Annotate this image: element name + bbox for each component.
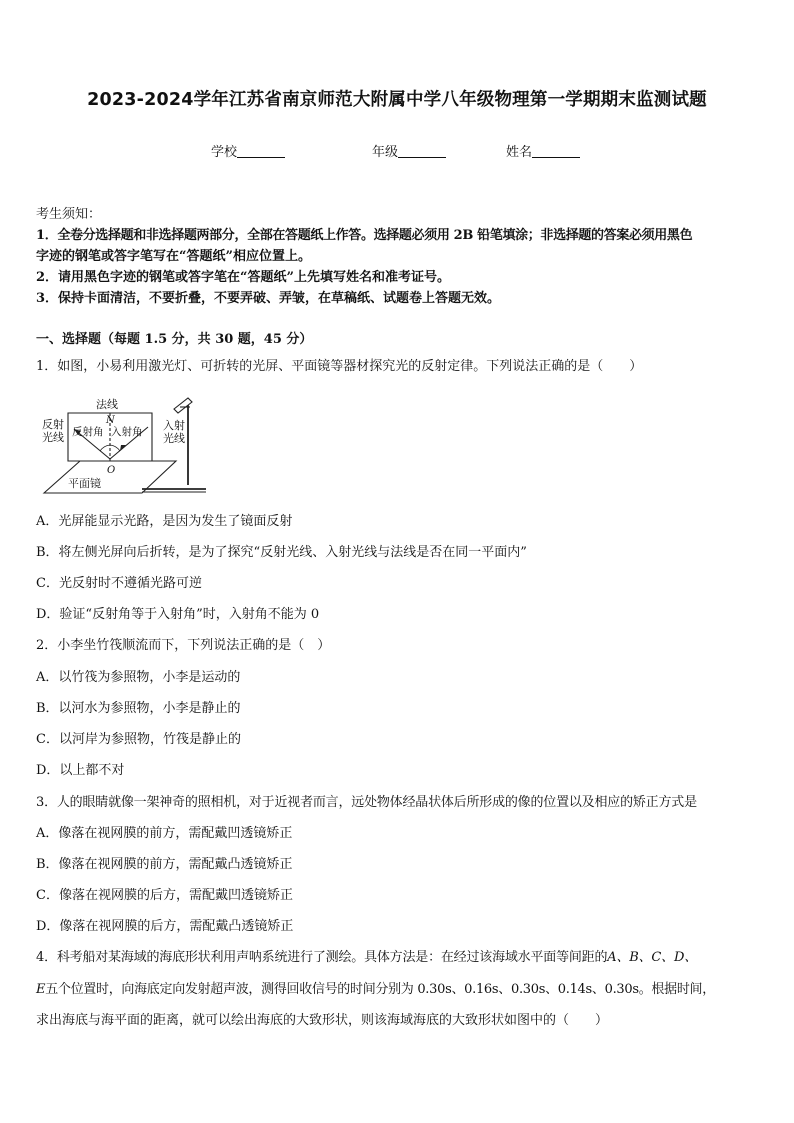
laser-pen (174, 398, 192, 413)
reflection-experiment-figure (38, 393, 210, 497)
label-o: O (107, 465, 116, 476)
q3-option-a: A．像落在视网膜的前方，需配戴凹透镜矫正 (36, 826, 293, 841)
label-normal: 法线 (96, 398, 118, 411)
grade-field (372, 141, 446, 160)
q1-option-d: D．验证“反射角等于入射角”时，入射角不能为 0 (36, 607, 320, 622)
reflection-angle-arc (100, 445, 110, 451)
label-reflection-angle: 反射角 (72, 426, 104, 438)
q2-option-d: D．以上都不对 (36, 763, 125, 778)
grade-label: 年级 (372, 145, 399, 160)
name-label: 姓名 (506, 145, 533, 160)
label-incident-ray-1: 入射 (163, 419, 185, 432)
q4-line-1-text: 4．科考船对某海域的海底形状利用声呐系统进行了测绘。具体方法是：在经过该海域水平面等间距的 (36, 950, 608, 965)
q2-option-b: B．以河水为参照物，小李是静止的 (36, 701, 241, 716)
notice-item-2: 2．请用黑色字迹的钢笔或答字笔在“答题纸”上先填写姓名和准考证号。 (36, 270, 451, 285)
label-mirror: 平面镜 (68, 477, 101, 490)
student-info-row (0, 141, 794, 161)
q4-line-2-text: 五个位置时，向海底定向发射超声波，测得回收信号的时间分别为 0.30s、0.16s、0.30s、0.14s、0.30s。根据时间， (45, 982, 715, 997)
notice-item-3: 3．保持卡面清洁，不要折叠，不要弄破、弄皱，在草稿纸、试题卷上答题无效。 (36, 291, 501, 306)
q3-option-b: B．像落在视网膜的前方，需配戴凸透镜矫正 (36, 857, 293, 872)
label-reflected-ray-2: 光线 (42, 431, 64, 444)
q1-stem: 1．如图，小易利用激光灯、可折转的光屏、平面镜等器材探究光的反射定律。下列说法正确的是（ ） (36, 359, 643, 374)
page-title: 2023-2024学年江苏省南京师范大附属中学八年级物理第一学期期末监测试题 (87, 90, 707, 110)
school-label: 学校 (211, 145, 238, 160)
notice-item-1-line-2: 字迹的钢笔或答字笔写在“答题纸”相应位置上。 (36, 249, 311, 264)
q3-option-d: D．像落在视网膜的后方，需配戴凸透镜矫正 (36, 919, 294, 934)
q4-line-3: 求出海底与海平面的距离，就可以绘出海底的大致形状，则该海域海底的大致形状如图中的（ ） (36, 1013, 609, 1028)
q1-option-c: C．光反射时不遵循光路可逆 (36, 576, 202, 591)
q4-line-2 (36, 978, 715, 997)
q2-option-c: C．以河岸为参照物，竹筏是静止的 (36, 732, 241, 747)
grade-blank (398, 143, 446, 158)
q1-option-a: A．光屏能显示光路，是因为发生了镜面反射 (36, 514, 293, 529)
q4-line-1 (36, 946, 697, 965)
school-field (211, 141, 285, 160)
notice-heading: 考生须知： (36, 207, 102, 222)
incidence-angle-arc (110, 445, 120, 451)
label-n: N (106, 415, 115, 426)
name-field (506, 141, 580, 160)
label-reflected-ray-1: 反射 (42, 418, 64, 431)
q4-position-letters: A、B、C、D、 (607, 950, 697, 965)
notice-item-1-line-1: 1．全卷分选择题和非选择题两部分，全部在答题纸上作答。选择题必须用 2B 铅笔填涂；非选择题的答案必须用黑色 (36, 228, 693, 243)
name-blank (532, 143, 580, 158)
q2-option-a: A．以竹筏为参照物，小李是运动的 (36, 670, 241, 685)
school-blank (237, 143, 285, 158)
q2-stem: 2．小李坐竹筏顺流而下，下列说法正确的是（ ） (36, 638, 331, 653)
label-incidence-angle: 入射角 (111, 426, 143, 438)
q4-position-e: E (36, 982, 46, 997)
q1-option-b: B．将左侧光屏向后折转，是为了探究“反射光线、入射光线与法线是否在同一平面内” (36, 545, 527, 560)
section-heading: 一、选择题（每题 1.5 分，共 30 题，45 分） (36, 332, 313, 347)
q3-stem: 3．人的眼睛就像一架神奇的照相机，对于近视者而言，远处物体经晶状体后所形成的像的位置以及相应的矫正方式是 (36, 795, 697, 810)
q3-option-c: C．像落在视网膜的后方，需配戴凹透镜矫正 (36, 888, 293, 903)
label-incident-ray-2: 光线 (163, 432, 185, 445)
